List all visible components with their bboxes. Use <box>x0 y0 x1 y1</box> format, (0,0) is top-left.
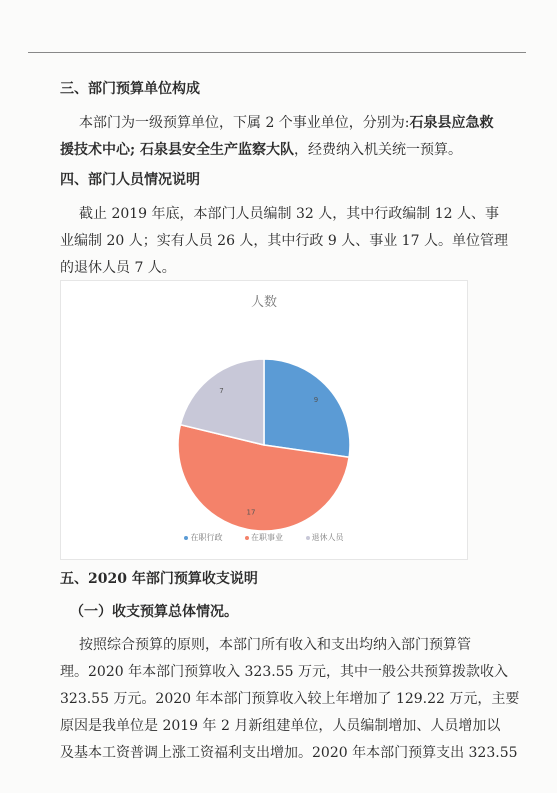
header-rule <box>28 52 526 53</box>
section5-line: 按照综合预算的原则，本部门所有收入和支出均纳入部门预算管 <box>79 637 471 653</box>
unit-name-bold: 援技术中心; <box>60 142 136 158</box>
legend-label: 在职事业 <box>251 533 283 542</box>
legend-item <box>245 533 283 542</box>
unit-name-bold: 石泉县安全生产监察大队 <box>135 142 295 158</box>
pie-chart-container <box>60 280 468 560</box>
legend-label: 退休人员 <box>311 533 344 542</box>
section5-heading: 五、2020 年部门预算收支说明 <box>60 571 258 587</box>
legend-label: 在职行政 <box>190 533 223 542</box>
section3-paragraph-line2 <box>60 141 462 159</box>
section4-heading: 四、部门人员情况说明 <box>60 172 200 188</box>
section5-line: 及基本工资普调上涨工资福利支出增加。2020 年本部门预算支出 323.55 <box>60 745 518 761</box>
section5-line: 理。2020 年本部门预算收入 323.55 万元，其中一般公共预算拨款收入 <box>60 664 508 680</box>
legend-item <box>306 533 344 542</box>
legend-marker <box>245 536 249 540</box>
section4-line: 截止 2019 年底，本部门人员编制 32 人，其中行政编制 12 人、事 <box>79 206 499 222</box>
pie-slice <box>264 359 350 457</box>
chart-legend <box>61 532 467 543</box>
legend-item <box>184 533 222 542</box>
section3-paragraph-line1 <box>79 114 494 132</box>
section5-subheading: （一）收支预算总体情况。 <box>70 604 238 620</box>
slice-value-label: 9 <box>313 395 319 404</box>
legend-marker <box>184 536 188 540</box>
slice-value-label: 17 <box>246 508 256 517</box>
section4-line: 的退休人员 7 人。 <box>60 260 176 276</box>
section4-line: 业编制 20 人；实有人员 26 人，其中行政 9 人、事业 17 人。单位管理 <box>60 233 508 249</box>
section5-line: 原因是我单位是 2019 年 2 月新组建单位，人员编制增加、人员增加以 <box>60 718 501 734</box>
slice-value-label: 7 <box>219 386 224 395</box>
text-span: ，经费纳入机关统一预算。 <box>294 142 463 158</box>
section3-heading: 三、部门预算单位构成 <box>60 81 200 97</box>
chart-title: 人数 <box>250 295 277 310</box>
section5-line: 323.55 万元。2020 年本部门预算收入较上年增加了 129.22 万元，主要 <box>60 691 520 707</box>
pie-chart <box>61 281 467 531</box>
text-span: 本部门为一级预算单位，下属 2 个事业单位，分别为: <box>79 115 410 131</box>
unit-name-bold: 石泉县应急救 <box>409 115 494 131</box>
legend-marker <box>306 536 310 540</box>
